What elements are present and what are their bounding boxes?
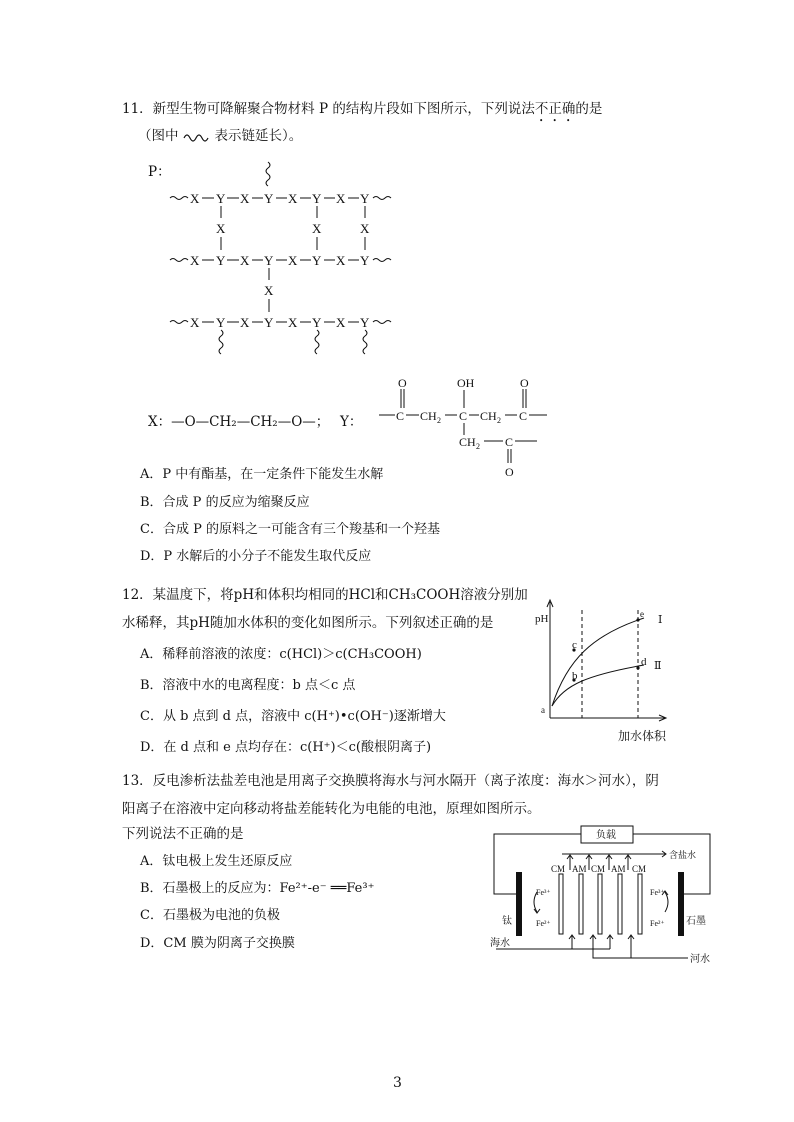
- q11-option-d: D．P 水解后的小分子不能发生取代反应: [140, 549, 372, 564]
- q12-stem-line2: 水稀释，其pH随加水体积的变化如图所示。下列叙述正确的是: [122, 615, 494, 631]
- svg-text:C: C: [459, 409, 468, 423]
- svg-text:X: X: [240, 315, 250, 330]
- svg-text:CH: CH: [459, 435, 476, 449]
- svg-text:C: C: [505, 435, 514, 449]
- svg-text:X: X: [264, 283, 274, 298]
- svg-text:X: X: [216, 221, 226, 236]
- svg-text:X: X: [336, 315, 346, 330]
- svg-text:X: X: [336, 253, 346, 268]
- svg-text:O: O: [520, 376, 529, 390]
- svg-text:Y: Y: [360, 191, 370, 206]
- svg-text:CH: CH: [420, 409, 437, 423]
- membrane-cm-2: CM: [591, 864, 606, 874]
- titanium-label: 钛: [502, 916, 512, 927]
- q11-x-definition: X：—O—CH₂—CH₂—O—；: [148, 414, 330, 430]
- x-axis-label: 加水体积: [618, 729, 667, 743]
- q13-option-b: B．石墨极上的反应为：Fe²⁺-e⁻ ══Fe³⁺: [140, 881, 375, 896]
- y-unit-structure: [375, 375, 565, 485]
- q12-option-a: A．稀释前溶液的浓度：c(HCl)＞c(CH₃COOH): [140, 647, 422, 662]
- svg-text:X: X: [190, 191, 200, 206]
- point-b-label: b: [572, 670, 578, 682]
- point-d-label: d: [641, 656, 647, 668]
- svg-text:C: C: [519, 409, 528, 423]
- svg-text:X: X: [336, 191, 346, 206]
- q12-option-c: C．从 b 点到 d 点，溶液中 c(H⁺)•c(OH⁻)逐渐增大: [140, 709, 446, 724]
- svg-text:X: X: [288, 191, 298, 206]
- q12-stem-line1: 12．某温度下，将pH和体积均相同的HCl和CH₃COOH溶液分别加: [122, 587, 528, 603]
- svg-text:Y: Y: [312, 253, 322, 268]
- graphite-electrode: [678, 872, 684, 936]
- svg-text:X: X: [288, 315, 298, 330]
- load-label: 负载: [596, 830, 616, 841]
- y-axis-label: pH: [535, 613, 549, 625]
- svg-text:O: O: [398, 376, 407, 390]
- q11-emphasis: 不正确: [534, 101, 576, 117]
- titanium-electrode: [516, 872, 522, 936]
- q13-stem-line1: 13．反电渗析法盐差电池是用离子交换膜将海水与河水隔开（离子浓度：海水＞河水），阴: [122, 773, 659, 789]
- svg-text:Y: Y: [312, 315, 322, 330]
- point-e-label: e: [640, 609, 644, 619]
- svg-text:X: X: [240, 191, 250, 206]
- q13-stem-line2: 阳离子在溶液中定向移动将盐差能转化为电能的电池，原理如图所示。: [122, 801, 541, 817]
- svg-text:Y: Y: [264, 253, 274, 268]
- svg-text:X: X: [190, 315, 200, 330]
- svg-text:Y: Y: [216, 315, 226, 330]
- svg-text:2: 2: [476, 442, 480, 451]
- salty-water-label: 含盐水: [669, 850, 697, 860]
- q11-option-b: B．合成 P 的反应为缩聚反应: [140, 495, 310, 510]
- svg-text:X: X: [240, 253, 250, 268]
- page-number: 3: [393, 1075, 402, 1091]
- q13-option-a: A．钛电极上发生还原反应: [140, 854, 293, 869]
- svg-text:2: 2: [437, 416, 441, 425]
- left-fe3-label: Fe³⁺: [536, 888, 551, 897]
- svg-text:O: O: [505, 465, 514, 479]
- wavy-chain-icon: [183, 132, 211, 142]
- polymer-structure: [160, 160, 410, 360]
- membrane-cm-3: CM: [632, 864, 647, 874]
- svg-text:Y: Y: [264, 315, 274, 330]
- membrane-cm-1: CM: [551, 864, 566, 874]
- svg-text:Y: Y: [360, 315, 370, 330]
- svg-text:Y: Y: [360, 253, 370, 268]
- q12-option-d: D．在 d 点和 e 点均存在：c(H⁺)＜c(酸根阴离子): [140, 740, 432, 755]
- svg-text:OH: OH: [457, 376, 475, 390]
- q13-option-d: D．CM 膜为阴离子交换膜: [140, 936, 295, 951]
- q11-stem-line2: （图中 表示链延长）。: [138, 128, 303, 144]
- svg-text:Y: Y: [312, 191, 322, 206]
- q12-option-b: B．溶液中水的电离程度：b 点＜c 点: [140, 678, 356, 693]
- q11-option-c: C．合成 P 的原料之一可能含有三个羧基和一个羟基: [140, 522, 440, 537]
- ph-dilution-graph: [532, 590, 682, 740]
- curve-i-label: Ⅰ: [658, 614, 663, 626]
- svg-text:Y: Y: [216, 253, 226, 268]
- q11-stem-line1: 11．新型生物可降解聚合物材料 P 的结构片段如下图所示，下列说法不正确的是: [122, 101, 603, 117]
- q13-option-c: C．石墨极为电池的负极: [140, 908, 280, 923]
- salinity-gradient-cell-diagram: [488, 822, 714, 972]
- svg-text:Y: Y: [264, 191, 274, 206]
- right-fe2-label: Fe²⁺: [650, 919, 665, 928]
- q11-p-label: P：: [148, 164, 171, 180]
- svg-text:X: X: [312, 221, 322, 236]
- origin-label: a: [541, 705, 545, 715]
- svg-text:2: 2: [497, 416, 501, 425]
- svg-text:Y: Y: [216, 191, 226, 206]
- left-fe2-label: Fe²⁺: [536, 919, 551, 928]
- svg-text:X: X: [288, 253, 298, 268]
- graphite-label: 石墨: [686, 916, 706, 927]
- river-water-label: 河水: [690, 954, 710, 965]
- curve-ii: [552, 665, 644, 706]
- svg-text:CH: CH: [480, 409, 497, 423]
- membrane-am-1: AM: [572, 864, 587, 874]
- q11-y-label: Y：: [340, 414, 363, 430]
- right-fe3-label: Fe³⁺: [650, 888, 665, 897]
- seawater-label: 海水: [490, 938, 510, 949]
- svg-text:X: X: [190, 253, 200, 268]
- q11-option-a: A．P 中有酯基，在一定条件下能发生水解: [140, 467, 384, 482]
- svg-text:C: C: [396, 409, 405, 423]
- point-c-label: c: [572, 639, 577, 651]
- curve-ii-label: Ⅱ: [654, 660, 662, 672]
- q13-stem-line3: 下列说法不正确的是: [122, 826, 244, 842]
- curve-i: [552, 618, 644, 706]
- membrane-am-2: AM: [611, 864, 626, 874]
- svg-text:X: X: [360, 221, 370, 236]
